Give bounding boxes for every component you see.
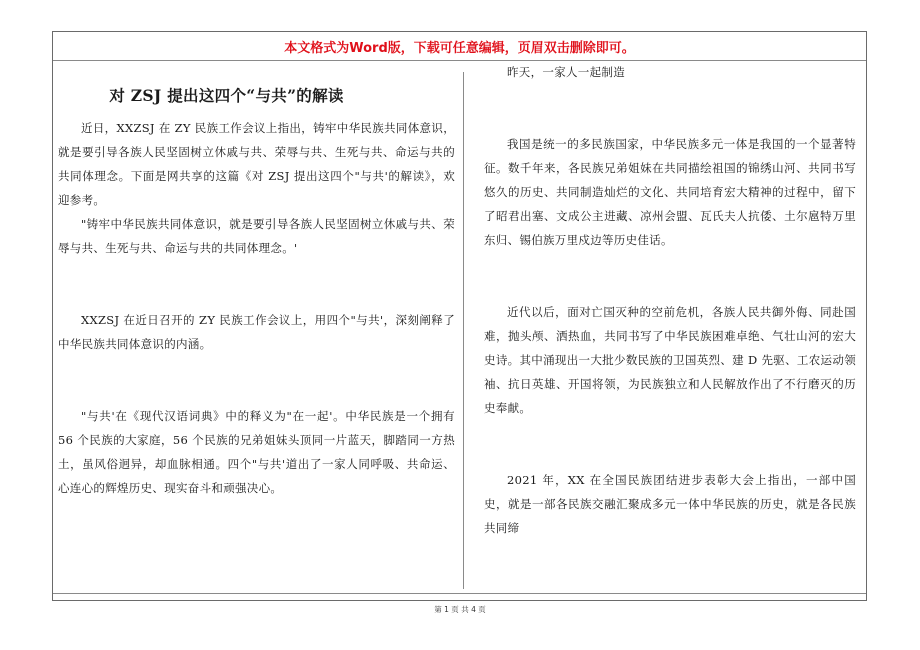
paragraph-gap bbox=[484, 84, 856, 132]
paragraph-gap bbox=[58, 356, 455, 404]
paragraph: 昨天，一家人一起制造 bbox=[507, 65, 625, 79]
paragraph: 近代以后，面对亡国灭种的空前危机，各族人民共御外侮、同赴国难，抛头颅、洒热血，共同书写了中华民族困难卓绝、气壮山河的宏大史诗。其中涌现出一大批少数民族的卫国英烈、建 D 先驱、工农运动领袖、抗日英雄、开国将领，为民族独立和人民解放作出了不行磨灭的历史奉献。 bbox=[484, 305, 856, 415]
paragraph: "铸牢中华民族共同体意识，就是要引导各族人民坚固树立休戚与共、荣辱与共、生死与共、命运与共的共同体理念。' bbox=[58, 217, 455, 255]
document-title: 对 ZSJ 提出这四个“与共”的解读 bbox=[109, 86, 344, 105]
paragraph: "与共'在《现代汉语词典》中的释义为"在一起'。中华民族是一个拥有 56 个民族的大家庭，56 个民族的兄弟姐妹头顶同一片蓝天，脚踏同一方热土，虽风俗迥异，却血脉相通。四个"与共'道出了一家人同呼吸、共命运、心连心的辉煌历史、现实奋斗和顽强决心。 bbox=[58, 409, 455, 495]
paragraph: XXZSJ 在近日召开的 ZY 民族工作会议上，用四个"与共'，深刻阐释了中华民族共同体意识的内涵。 bbox=[58, 313, 455, 351]
paragraph-gap bbox=[484, 420, 856, 468]
column-divider bbox=[463, 72, 464, 589]
paragraph: 2021 年，XX 在全国民族团结进步表彰大会上指出，一部中国史，就是一部各民族交融汇聚成多元一体中华民族的历史，就是各民族共同缔 bbox=[484, 473, 856, 535]
paragraph: 近日，XXZSJ 在 ZY 民族工作会议上指出，铸牢中华民族共同体意识，就是要引导各族人民坚固树立休戚与共、荣辱与共、生死与共、命运与共的共同体理念。下面是网共享的这篇《对 ZSJ 提出这四个"与共'的解读》，欢迎参考。 bbox=[58, 121, 455, 207]
left-column bbox=[58, 84, 455, 500]
paragraph-gap bbox=[484, 252, 856, 300]
header-notice: 本文格式为Word版，下载可任意编辑，页眉双击删除即可。 bbox=[284, 41, 635, 56]
right-column bbox=[484, 60, 856, 540]
page-number: 第 1 页 共 4 页 bbox=[434, 605, 486, 614]
paragraph-gap bbox=[58, 260, 455, 308]
paragraph: 我国是统一的多民族国家，中华民族多元一体是我国的一个显著特征。数千年来，各民族兄弟姐妹在共同描绘祖国的锦绣山河、共同书写悠久的历史、共同制造灿烂的文化、共同培育宏大精神的过程中，留下了昭君出塞、文成公主进藏、凉州会盟、瓦氏夫人抗倭、土尔扈特万里东归、锡伯族万里戍边等历史佳话。 bbox=[484, 137, 856, 247]
footer-divider bbox=[53, 593, 866, 594]
